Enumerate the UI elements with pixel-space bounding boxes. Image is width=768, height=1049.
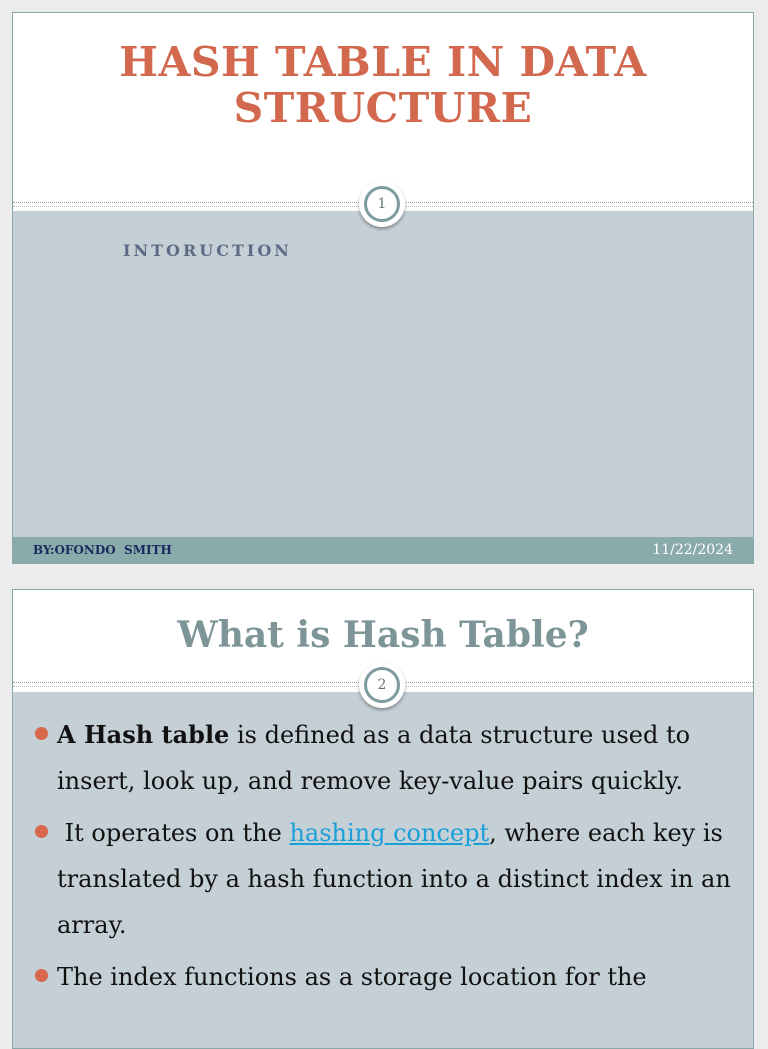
- slide-1[interactable]: [12, 12, 754, 564]
- slide-1-title-area: [13, 13, 753, 205]
- slide-1-body: [13, 211, 753, 537]
- footer-date: 11/22/2024: [652, 542, 733, 558]
- bullet-text: The index functions as a storage location for the: [57, 963, 647, 991]
- bullet-text: is defined as a data structure used to insert, look up, and remove key-value pairs quickly.: [57, 721, 691, 795]
- bullet-icon: [35, 825, 48, 838]
- slide-2-title: What is Hash Table?: [177, 614, 589, 656]
- slide-number-badge: [359, 662, 405, 708]
- slide-number-badge: [359, 181, 405, 227]
- slide-1-subtitle: INTORUCTION: [123, 241, 292, 260]
- slide-number: 2: [364, 667, 400, 703]
- footer-author: BY:OFONDO SMITH: [33, 543, 172, 557]
- list-item: [33, 810, 733, 948]
- slide-number: 1: [364, 186, 400, 222]
- slide-footer: [13, 537, 753, 564]
- bullet-icon: [35, 727, 48, 740]
- slide-2[interactable]: [12, 589, 754, 1049]
- list-item: [33, 712, 733, 804]
- bullet-text: , where each key is translated by a hash function into a distinct index in an array.: [57, 819, 731, 939]
- term-bold: A Hash table: [57, 720, 230, 749]
- list-item: [33, 954, 733, 1000]
- bullet-text: It operates on the: [57, 819, 290, 847]
- hashing-concept-link[interactable]: hashing concept: [289, 819, 490, 847]
- bullet-icon: [35, 969, 48, 982]
- bullet-list: [33, 712, 733, 1006]
- slide-1-title: HASH TABLE IN DATA STRUCTURE: [119, 38, 647, 132]
